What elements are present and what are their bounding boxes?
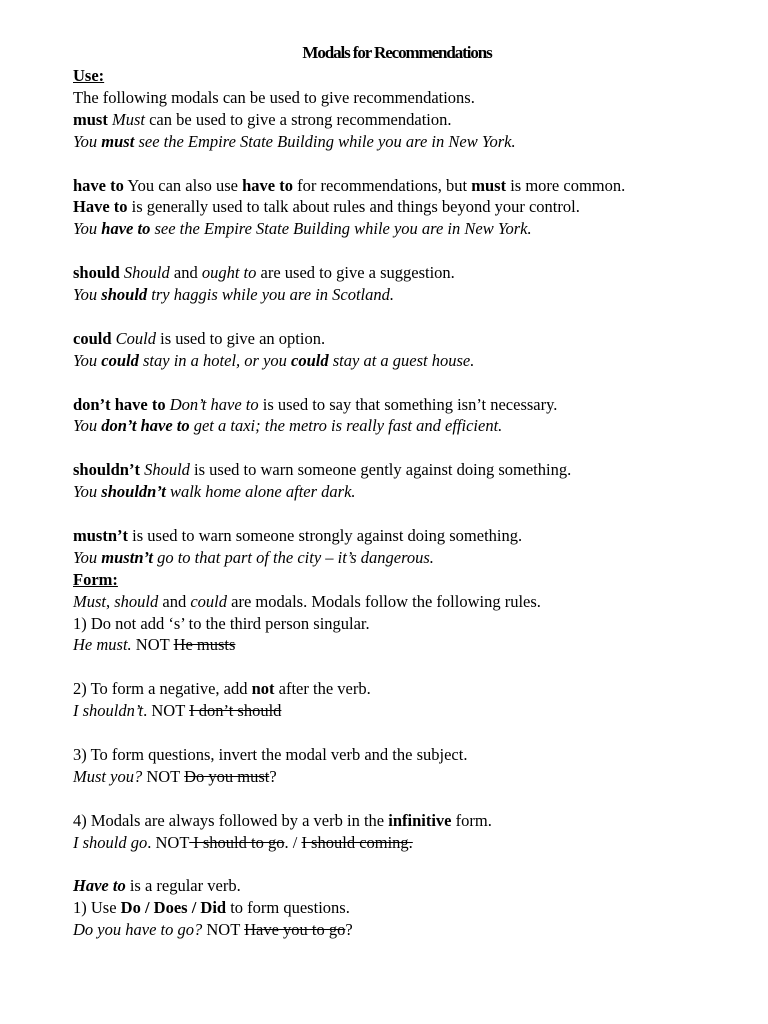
desc: can be used to give a strong recommendation.	[144, 109, 452, 129]
spacer	[73, 853, 713, 875]
should-example	[73, 284, 713, 306]
not-label: NOT	[131, 635, 174, 655]
text-bold: infinitive	[388, 810, 452, 830]
mustnt-definition	[73, 525, 713, 547]
desc-bold: have to	[242, 175, 293, 195]
term: have to	[73, 175, 124, 195]
form-heading: Form:	[73, 569, 118, 589]
text: after the verb.	[274, 679, 371, 699]
text: 4) Modals are always followed by a verb in the	[73, 810, 389, 830]
desc: is generally used to talk about rules and things beyond your control.	[127, 197, 580, 217]
text: to form questions.	[226, 898, 350, 918]
ex-modal: have to	[101, 219, 151, 239]
term: shouldn’t	[73, 460, 140, 480]
separator: . /	[284, 832, 302, 852]
spacer	[73, 788, 713, 810]
ex-you: You	[73, 547, 102, 567]
term: Have to	[73, 197, 128, 217]
term-italic: Must	[111, 109, 145, 129]
desc: are used to give a suggestion.	[256, 263, 455, 283]
page-title: Modals for Recommendations	[302, 43, 492, 62]
ex-rest: go to that part of the city – it’s dangerous.	[152, 547, 434, 567]
rule-1-example	[73, 634, 713, 656]
spacer	[73, 306, 713, 328]
form-intro	[73, 591, 713, 613]
spacer	[73, 656, 713, 678]
term: should	[73, 263, 120, 283]
rule-1: 1) Do not add ‘s’ to the third person singular.	[73, 613, 370, 633]
desc: for recommendations, but	[293, 175, 472, 195]
term: must	[73, 109, 108, 129]
ex-modal: mustn’t	[101, 547, 153, 567]
rule-3-example	[73, 766, 713, 788]
have-to-rule-1	[73, 897, 713, 919]
text-bold: Do / Does / Did	[120, 898, 227, 918]
text: and	[158, 591, 191, 611]
not-label: NOT	[202, 920, 245, 940]
ex-you: You	[73, 285, 102, 305]
desc-bold: must	[471, 175, 507, 195]
correct-example: Do you have to go?	[73, 920, 203, 940]
ex-rest: see the Empire State Building while you are in New York.	[134, 131, 516, 151]
text-bold: not	[251, 679, 275, 699]
have-to-rules-note	[73, 196, 713, 218]
desc: is used to say that something isn’t necessary.	[258, 394, 558, 414]
rule-3: 3) To form questions, invert the modal verb and the subject.	[73, 744, 468, 764]
shouldnt-example	[73, 481, 713, 503]
desc: You can also use	[123, 175, 243, 195]
incorrect-example: Do you must	[184, 766, 270, 786]
mustnt-example	[73, 547, 713, 569]
term: Have to	[73, 876, 126, 896]
ex-rest: try haggis while you are in Scotland.	[147, 285, 395, 305]
text: form.	[451, 810, 492, 830]
have-to-rule-1-example	[73, 919, 713, 941]
incorrect-example: I don’t should	[189, 701, 282, 721]
ex-modal: should	[101, 285, 148, 305]
desc: is more common.	[506, 175, 626, 195]
ex-you: You	[73, 131, 102, 151]
dont-have-to-definition	[73, 394, 713, 416]
spacer	[73, 503, 713, 525]
incorrect-example: I should to go	[189, 832, 285, 852]
ex-mid: stay in a hotel, or you	[138, 350, 292, 370]
desc: is used to warn someone strongly against doing something.	[128, 525, 523, 545]
modal-italic: should	[114, 591, 159, 611]
not-label: NOT	[142, 766, 185, 786]
term: don’t have to	[73, 394, 166, 414]
not-label: NOT	[147, 701, 190, 721]
ex-modal: could	[291, 350, 329, 370]
not-label: . NOT	[147, 832, 190, 852]
desc-italic: Should	[123, 263, 170, 283]
ex-rest: see the Empire State Building while you are in New York.	[150, 219, 532, 239]
text: are modals. Modals follow the following rules.	[227, 591, 541, 611]
must-definition	[73, 109, 713, 131]
correct-example: Must you?	[73, 766, 143, 786]
must-example	[73, 131, 713, 153]
have-to-definition	[73, 175, 713, 197]
ex-you: You	[73, 219, 102, 239]
document-page	[73, 41, 713, 941]
ex-modal: must	[101, 131, 135, 151]
ex-modal: shouldn’t	[101, 482, 166, 502]
text: ,	[106, 591, 115, 611]
spacer	[73, 437, 713, 459]
rule-2-example	[73, 700, 713, 722]
have-to-example	[73, 218, 713, 240]
modal-italic: could	[190, 591, 228, 611]
incorrect-example: Have you to go	[244, 920, 346, 940]
rule-4	[73, 810, 713, 832]
could-definition	[73, 328, 713, 350]
text: 1) Use	[73, 898, 121, 918]
incorrect-example: I should coming.	[301, 832, 413, 852]
ex-modal: don’t have to	[101, 416, 190, 436]
rule-4-example	[73, 832, 713, 854]
have-to-regular	[73, 875, 713, 897]
desc-italic: Should	[144, 460, 190, 480]
should-definition	[73, 262, 713, 284]
spacer	[73, 240, 713, 262]
desc: is used to give an option.	[155, 328, 326, 348]
ex-rest: walk home alone after dark.	[165, 482, 356, 502]
spacer	[73, 372, 713, 394]
dont-have-to-example	[73, 415, 713, 437]
correct-example: I shouldn’t	[73, 701, 144, 721]
desc: is used to warn someone gently against doing something.	[189, 460, 572, 480]
ex-rest: stay at a guest house.	[328, 350, 475, 370]
correct-example: I should go	[73, 832, 148, 852]
spacer	[73, 153, 713, 175]
term: could	[73, 328, 112, 348]
desc: and	[169, 263, 202, 283]
ex-you: You	[73, 482, 102, 502]
punctuation: ?	[269, 766, 277, 786]
incorrect-example: He musts	[173, 635, 236, 655]
desc-italic: ought to	[201, 263, 257, 283]
desc-italic: Don’t have to	[169, 394, 259, 414]
correct-example: He must.	[73, 635, 132, 655]
ex-modal: could	[101, 350, 139, 370]
punctuation: ?	[345, 920, 353, 940]
use-heading: Use:	[73, 66, 105, 85]
ex-rest: get a taxi; the metro is really fast and efficient.	[189, 416, 503, 436]
desc-italic: Could	[115, 328, 156, 348]
desc: is a regular verb.	[125, 876, 241, 896]
ex-you: You	[73, 416, 102, 436]
modal-italic: Must	[73, 591, 106, 611]
rule-2	[73, 678, 713, 700]
spacer	[73, 722, 713, 744]
use-intro: The following modals can be used to give recommendations.	[73, 87, 475, 107]
shouldnt-definition	[73, 459, 713, 481]
text: 2) To form a negative, add	[73, 679, 252, 699]
ex-you: You	[73, 350, 102, 370]
punctuation: .	[143, 701, 148, 721]
term: mustn’t	[73, 525, 129, 545]
could-example	[73, 350, 713, 372]
